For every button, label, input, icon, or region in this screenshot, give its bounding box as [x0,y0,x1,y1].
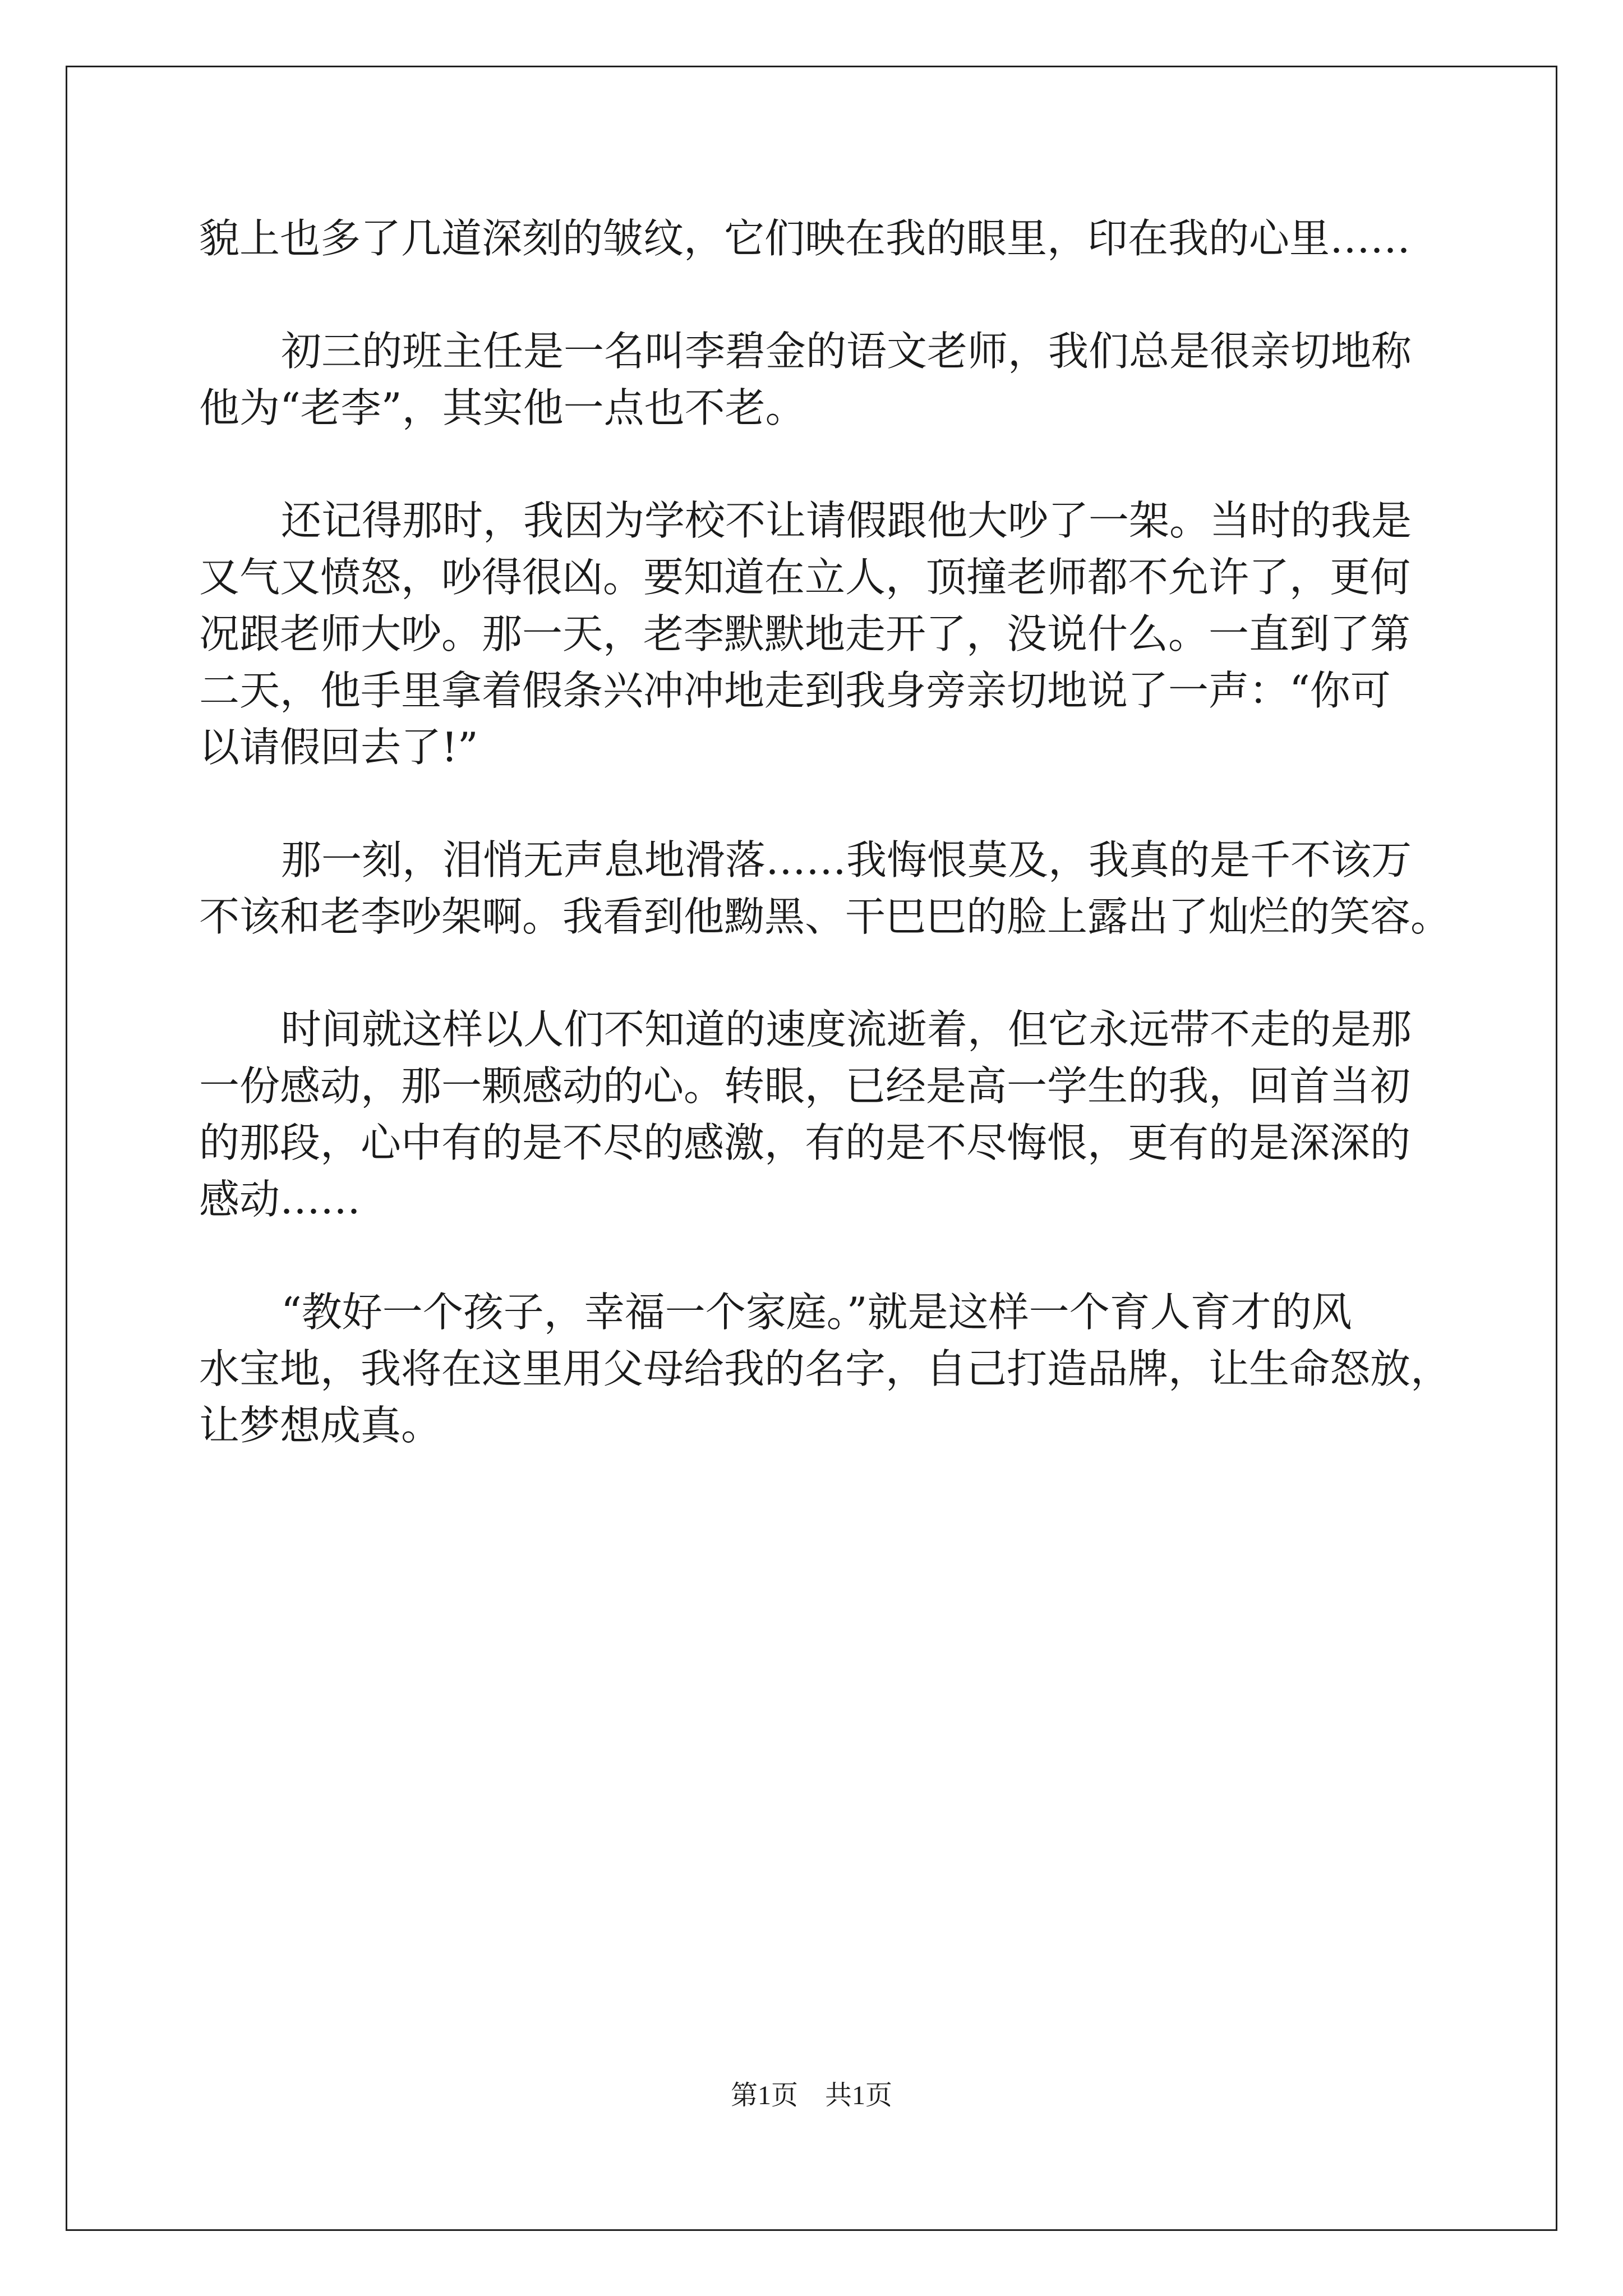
text-line: 的那段，心中有的是不尽的感激，有的是不尽悔恨，更有的是深深的 [199,1119,1411,1166]
text-line: 感动…… [199,1176,361,1223]
text-line: 水宝地，我将在这里用父母给我的名字，自己打造品牌，让生命怒放， [199,1345,1451,1392]
document-body [199,210,1451,1454]
text-line: 他为“老李”，其实他一点也不老。 [199,384,806,431]
paragraph [199,1284,1451,1454]
paragraph [199,210,1438,267]
text-line: 况跟老师大吵。那一天，老李默默地走开了，没说什么。一直到了第 [199,610,1411,657]
paragraph [199,493,1438,776]
page-number-current: 第1页 [730,2081,798,2110]
text-line: “教好一个孩子，幸福一个家庭。”就是这样一个育人育才的风 [281,1289,1352,1336]
text-line: 一份感动，那一颗感动的心。转眼，已经是高一学生的我，回首当初 [199,1062,1411,1110]
text-line: 时间就这样以人们不知道的速度流逝着，但它永远带不走的是那 [281,1006,1412,1053]
text-line: 让梦想成真。 [199,1402,442,1449]
page-footer [0,2079,1623,2113]
paragraph [199,1001,1438,1228]
text-line: 又气又愤怒，吵得很凶。要知道在立人，顶撞老师都不允许了，更何 [199,554,1411,601]
paragraph [199,832,1451,945]
text-line: 还记得那时，我因为学校不让请假跟他大吵了一架。当时的我是 [281,497,1412,544]
page-number-total: 共1页 [825,2081,893,2110]
text-line: 那一刻，泪悄无声息地滑落……我悔恨莫及，我真的是千不该万 [281,836,1412,884]
text-line: 以请假回去了!” [199,724,478,771]
text-line: 不该和老李吵架啊。我看到他黝黑、干巴巴的脸上露出了灿烂的笑容。 [199,893,1451,940]
text-line: 貌上也多了几道深刻的皱纹，它们映在我的眼里，印在我的心里…… [199,215,1411,262]
text-line: 二天，他手里拿着假条兴冲冲地走到我身旁亲切地说了一声：“你可 [199,667,1391,714]
paragraph [199,323,1438,436]
text-line: 初三的班主任是一名叫李碧金的语文老师，我们总是很亲切地称 [281,328,1412,375]
